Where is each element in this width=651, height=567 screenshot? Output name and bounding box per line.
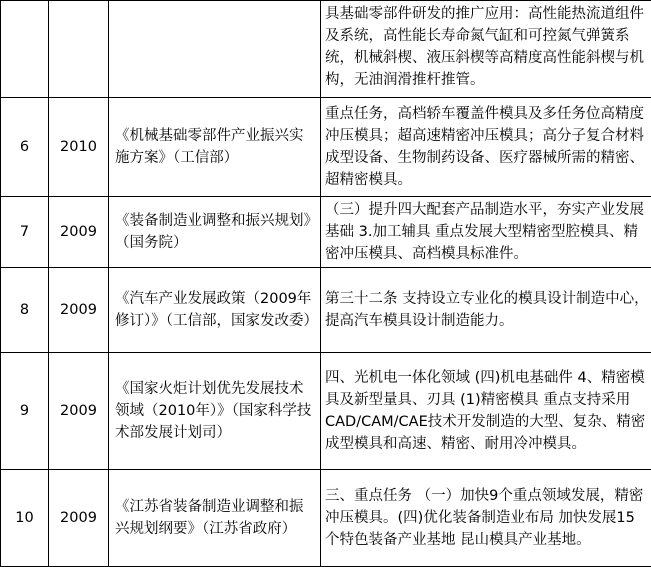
policy-document (109, 1, 321, 98)
policy-content: 第三十二条 支持设立专业化的模具设计制造中心，提高汽车模具设计制造能力。 (321, 268, 651, 353)
policy-content: 四、光机电一体化领域 (四)机电基础件 4、精密模具及新型量具、刃具 (1)精密模具 重点支持采用CAD/CAM/CAE技术开发制造的大型、复杂、精密成型模具和高速、精密、耐用冷冲模具。 (321, 353, 651, 470)
table-row (1, 470, 651, 567)
row-year: 2009 (49, 268, 109, 353)
row-number: 6 (1, 98, 49, 197)
policy-content: （三）提升四大配套产品制造水平，夯实产业发展基础 3.加工辅具 重点发展大型精密型腔模具、精密冲压模具、高档模具标准件。 (321, 197, 651, 268)
row-year: 2009 (49, 197, 109, 268)
table-row (1, 197, 651, 268)
row-number: 10 (1, 470, 49, 567)
table-row (1, 353, 651, 470)
policy-document: 《汽车产业发展政策（2009年修订）》（工信部，国家发改委） (109, 268, 321, 353)
table-row (1, 268, 651, 353)
policy-document: 《江苏省装备制造业调整和振兴规划纲要》（江苏省政府） (109, 470, 321, 567)
row-number: 9 (1, 353, 49, 470)
row-year: 2009 (49, 353, 109, 470)
row-number (1, 1, 49, 98)
policy-document: 《装备制造业调整和振兴规划》（国务院） (109, 197, 321, 268)
row-year (49, 1, 109, 98)
row-year: 2009 (49, 470, 109, 567)
policy-content: 重点任务，高档轿车覆盖件模具及多任务位高精度冲压模具；超高速精密冲压模具；高分子复合材料成型设备、生物制药设备、医疗器械所需的精密、超精密模具。 (321, 98, 651, 197)
row-number: 7 (1, 197, 49, 268)
policy-content: 具基础零部件研发的推广应用：高性能热流道组件及系统，高性能长寿命氮气缸和可控氮气弹簧系统，机械斜楔、液压斜楔等高精度高性能斜楔与机构，无油润滑推杆推管。 (321, 1, 651, 98)
table-row (1, 98, 651, 197)
row-year: 2010 (49, 98, 109, 197)
row-number: 8 (1, 268, 49, 353)
policy-document: 《国家火炬计划优先发展技术领域（2010年）》（国家科学技术部发展计划司） (109, 353, 321, 470)
policy-content: 三、重点任务 （一）加快9个重点领域发展，精密冲压模具。(四)优化装备制造业布局 加快发展15个特色装备产业基地 昆山模具产业基地。 (321, 470, 651, 567)
policy-document: 《机械基础零部件产业振兴实施方案》（工信部） (109, 98, 321, 197)
table-row (1, 1, 651, 98)
